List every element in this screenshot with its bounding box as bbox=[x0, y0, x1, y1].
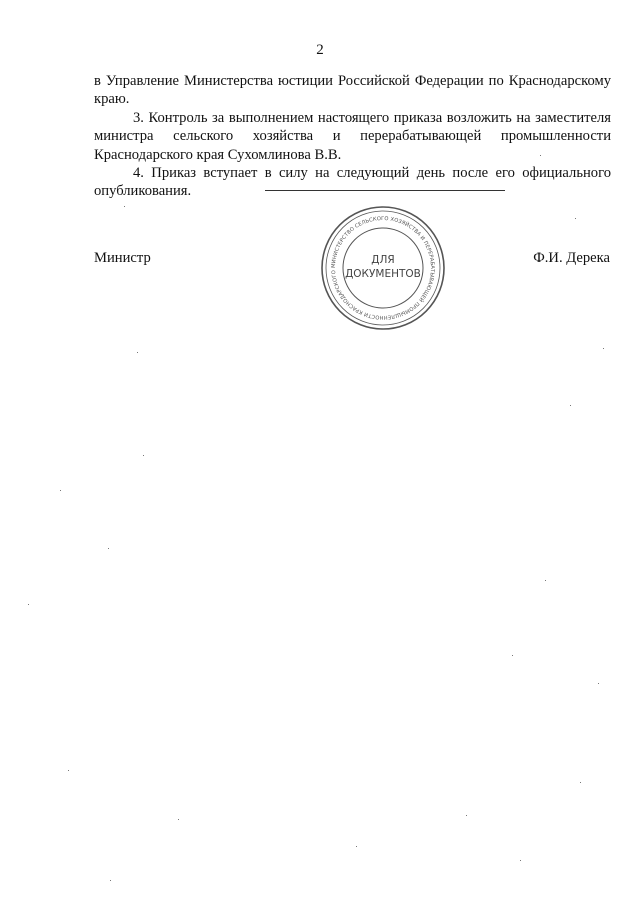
scan-speck bbox=[124, 206, 125, 207]
order-body bbox=[94, 72, 611, 201]
seal-center-line1: ДЛЯ bbox=[371, 254, 395, 266]
seal-ring-text: МИНИСТЕРСТВО СЕЛЬСКОГО ХОЗЯЙСТВА И ПЕРЕРАБАТЫВАЮЩЕЙ ПРОМЫШЛЕННОСТИ КРАСНОДАРСКОГО bbox=[330, 215, 436, 321]
scan-speck bbox=[108, 548, 109, 549]
scan-speck bbox=[28, 604, 29, 605]
paragraph-control: 3. Контроль за выполнением настоящего приказа возложить на заместителя министра сельского хозяйства и перерабатывающей промышленности Краснодарского края Сухомлинова В.В. bbox=[94, 109, 611, 163]
paragraph-registration: в Управление Министерства юстиции Российской Федерации по Краснодарскому краю. bbox=[94, 73, 611, 108]
scan-speck bbox=[68, 770, 69, 771]
signatory-title: Министр bbox=[94, 250, 151, 266]
page-number: 2 bbox=[316, 42, 324, 58]
scan-speck bbox=[512, 655, 513, 656]
scan-speck bbox=[520, 860, 521, 861]
handwritten-underline bbox=[265, 190, 505, 191]
signatory-name: Ф.И. Дерека bbox=[533, 250, 610, 266]
scan-speck bbox=[603, 348, 604, 349]
scan-speck bbox=[143, 455, 144, 456]
scan-speck bbox=[356, 846, 357, 847]
paragraph-effective-date: 4. Приказ вступает в силу на следующий день после его официального опубликования. bbox=[94, 165, 611, 200]
scan-speck bbox=[575, 218, 576, 219]
scan-speck bbox=[570, 405, 571, 406]
scan-speck bbox=[598, 683, 599, 684]
scan-speck bbox=[60, 490, 61, 491]
scan-speck bbox=[540, 155, 541, 156]
scan-speck bbox=[580, 782, 581, 783]
scan-speck bbox=[110, 880, 111, 881]
scan-speck bbox=[137, 352, 138, 353]
official-seal bbox=[318, 203, 448, 333]
scan-speck bbox=[466, 815, 467, 816]
scan-speck bbox=[178, 819, 179, 820]
seal-center-line2: ДОКУМЕНТОВ bbox=[345, 268, 421, 280]
scan-speck bbox=[545, 580, 546, 581]
